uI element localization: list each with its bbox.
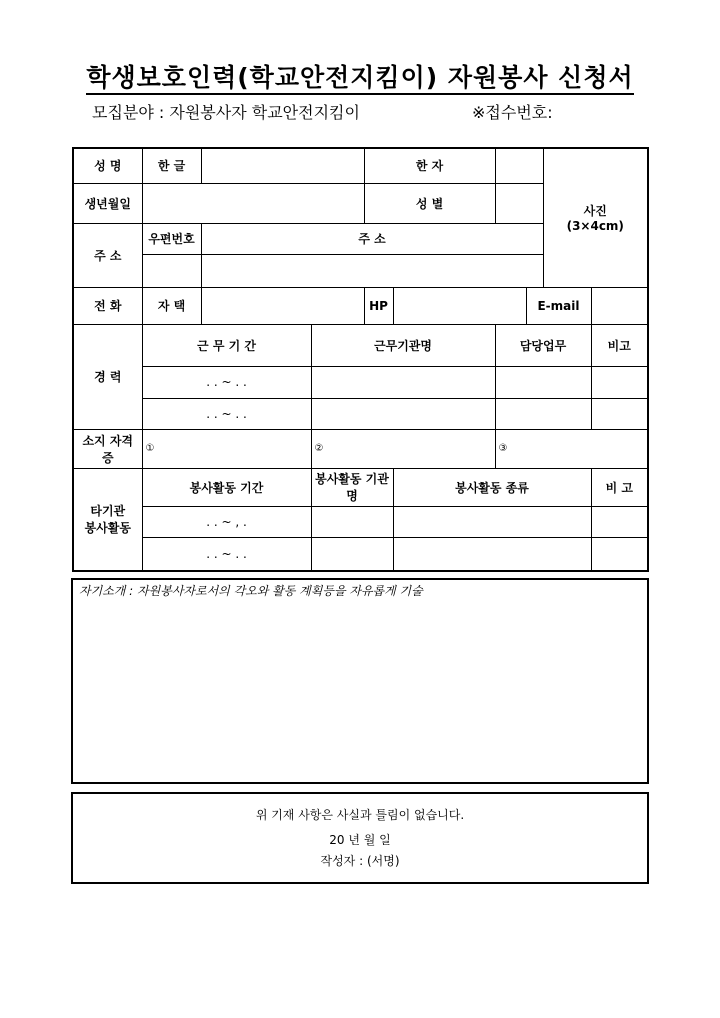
receipt-number: ※접수번호:: [472, 103, 553, 122]
career-duty-input[interactable]: [495, 398, 591, 429]
signature-date: 20 년 월 일: [329, 833, 391, 847]
hp-input[interactable]: [393, 287, 526, 324]
volunteer-type-input[interactable]: [393, 506, 591, 537]
postal-input[interactable]: [142, 254, 201, 287]
photo-box: 사진 (3×4cm): [543, 148, 648, 287]
career-note-input[interactable]: [591, 366, 648, 398]
confirmation-statement: 위 기재 사항은 사실과 틀림이 없습니다.: [255, 808, 465, 822]
career-org-header: 근무기관명: [311, 324, 495, 366]
volunteer-org-header: 봉사활동 기관명: [311, 468, 393, 506]
volunteer-note-input[interactable]: [591, 537, 648, 571]
self-introduction-box[interactable]: [71, 578, 649, 784]
volunteer-org-input[interactable]: [311, 506, 393, 537]
hanja-label: 한 자: [364, 148, 495, 183]
hp-label: HP: [364, 287, 393, 324]
form-title: 학생보호인력(학교안전지킴이) 자원봉사 신청서: [0, 58, 720, 94]
career-label: 경 력: [73, 324, 142, 429]
birth-input[interactable]: [142, 183, 364, 223]
postal-label: 우편번호: [142, 223, 201, 254]
gender-input[interactable]: [495, 183, 543, 223]
license-3-input[interactable]: ③: [495, 429, 648, 468]
home-phone-label: 자 택: [142, 287, 201, 324]
address-input[interactable]: [201, 254, 543, 287]
volunteer-period-input[interactable]: . . ~ . .: [142, 537, 311, 571]
volunteer-note-header: 비 고: [591, 468, 648, 506]
gender-label: 성 별: [364, 183, 495, 223]
hangul-name-input[interactable]: [201, 148, 364, 183]
email-input[interactable]: [591, 287, 648, 324]
volunteer-type-input[interactable]: [393, 537, 591, 571]
career-period-header: 근 무 기 간: [142, 324, 311, 366]
license-1-input[interactable]: ①: [142, 429, 311, 468]
address-label: 주 소: [73, 223, 142, 287]
phone-label: 전 화: [73, 287, 142, 324]
volunteer-period-header: 봉사활동 기간: [142, 468, 311, 506]
email-label: E-mail: [526, 287, 591, 324]
career-duty-input[interactable]: [495, 366, 591, 398]
license-2-input[interactable]: ②: [311, 429, 495, 468]
home-phone-input[interactable]: [201, 287, 364, 324]
career-note-input[interactable]: [591, 398, 648, 429]
license-label: 소지 자격증: [73, 429, 142, 468]
recruit-field: 모집분야 : 자원봉사자 학교안전지킴이: [92, 103, 360, 122]
self-introduction-label: 자기소개 : 자원봉사자로서의 각오와 활동 계획등을 자유롭게 기술: [79, 584, 423, 598]
writer-signature: 작성자 : (서명): [320, 854, 400, 868]
birth-label: 생년월일: [73, 183, 142, 223]
career-period-input[interactable]: . . ~ . .: [142, 398, 311, 429]
signature-box: [71, 792, 649, 884]
career-period-input[interactable]: . . ~ . .: [142, 366, 311, 398]
volunteer-note-input[interactable]: [591, 506, 648, 537]
volunteer-period-input[interactable]: . . ~ , .: [142, 506, 311, 537]
application-table: [72, 147, 649, 572]
career-org-input[interactable]: [311, 398, 495, 429]
career-note-header: 비고: [591, 324, 648, 366]
career-duty-header: 담당업무: [495, 324, 591, 366]
name-label: 성 명: [73, 148, 142, 183]
hangul-label: 한 글: [142, 148, 201, 183]
volunteer-label: 타기관 봉사활동: [73, 468, 142, 571]
hanja-name-input[interactable]: [495, 148, 543, 183]
volunteer-org-input[interactable]: [311, 537, 393, 571]
address-column: 주 소: [201, 223, 543, 254]
volunteer-type-header: 봉사활동 종류: [393, 468, 591, 506]
career-org-input[interactable]: [311, 366, 495, 398]
